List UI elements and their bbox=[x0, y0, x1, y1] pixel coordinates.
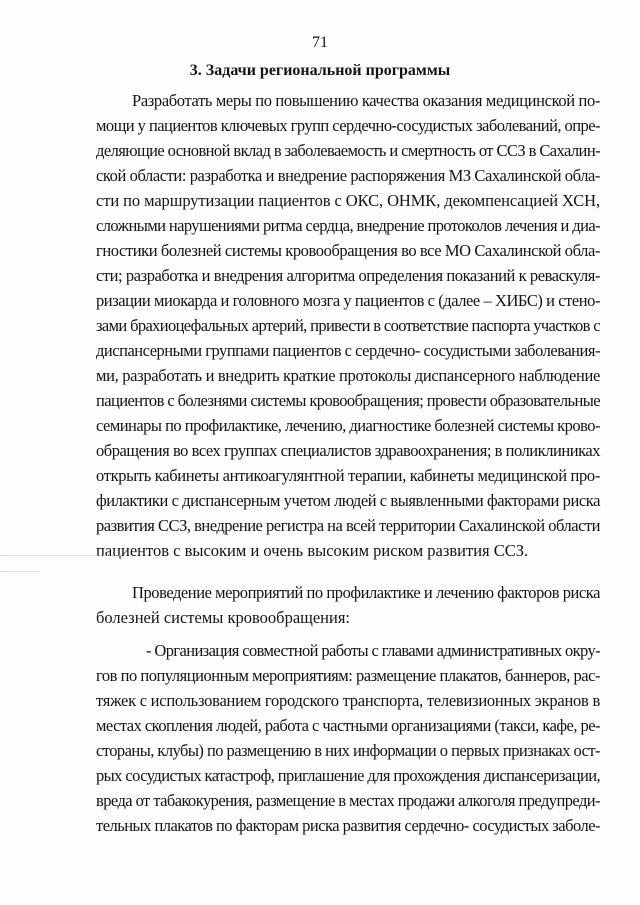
scan-artifact bbox=[0, 571, 40, 573]
text-line: открыть кабинеты антикоагулянтной терапии, кабинеты медицинской про- bbox=[96, 466, 600, 485]
text-line: тяжек с использованием городского транспорта, телевизионных экранов в bbox=[96, 691, 600, 710]
text-line: Проведение мероприятий по профилактике и лечению факторов риска bbox=[132, 583, 600, 602]
text-line: местах скопления людей, работа с частными организациями (такси, кафе, ре- bbox=[96, 716, 600, 735]
text-line: рых сосудистых катастроф, приглашение для прохождения диспансеризации, bbox=[96, 766, 600, 785]
text-line: деляющие основной вклад в заболеваемость и смертность от ССЗ в Сахалин- bbox=[96, 141, 600, 160]
text-line: ми, разработать и внедрить краткие протоколы диспансерного наблюдение bbox=[96, 366, 600, 385]
text-line: сти; разработка и внедрения алгоритма определения показаний к реваскуля- bbox=[96, 266, 600, 285]
text-line: семинары по профилактике, лечению, диагностике болезней системы крово- bbox=[96, 416, 600, 435]
text-line: мощи у пациентов ключевых групп сердечно-сосудистых заболеваний, опре- bbox=[96, 116, 600, 135]
paragraph-gap bbox=[96, 630, 600, 638]
text-line: пациентов с болезнями системы кровообращения; провести образовательные bbox=[96, 391, 600, 410]
text-line: зами брахиоцефальных артерий, привести в соответствие паспорта участков с bbox=[96, 316, 600, 335]
text-line: - Организация совместной работы с главами административных окру- bbox=[146, 641, 600, 660]
text-line: диспансерными группами пациентов с сердечно- сосудистыми заболевания- bbox=[96, 341, 600, 360]
text-line: ской области: разработка и внедрение распоряжения МЗ Сахалинской обла- bbox=[96, 166, 600, 185]
text-line: стораны, клубы) по размещению в них информации о первых признаках ост- bbox=[96, 741, 600, 760]
paragraph-3 bbox=[96, 638, 600, 838]
section-heading: 3. Задачи региональной программы bbox=[189, 62, 451, 79]
text-line: пациентов с высоким и очень высоким риском развития ССЗ. bbox=[96, 541, 529, 560]
text-line: гов по популяционным мероприятиям: размещение плакатов, баннеров, рас- bbox=[96, 666, 600, 685]
scan-artifact bbox=[0, 555, 120, 557]
page-number: 71 bbox=[312, 34, 328, 51]
text-line: ризации миокарда и головного мозга у пациентов с (далее – ХИБС) и стено- bbox=[96, 291, 600, 310]
paragraph-1 bbox=[96, 88, 600, 563]
text-line: тельных плакатов по факторам риска развития сердечно- сосудистых заболе- bbox=[96, 816, 600, 835]
text-line: обращения во всех группах специалистов здравоохранения; в поликлиниках bbox=[96, 441, 601, 460]
text-line: вреда от табакокурения, размещение в местах продажи алкоголя предупреди- bbox=[96, 791, 600, 810]
body-text bbox=[96, 88, 600, 838]
text-line: сложными нарушениями ритма сердца, внедрение протоколов лечения и диа- bbox=[96, 216, 600, 235]
text-line: гностики болезней системы кровообращения во все МО Сахалинской обла- bbox=[96, 241, 600, 260]
text-line: филактики с диспансерным учетом людей с выявленными факторами риска bbox=[96, 491, 600, 510]
text-line: Разработать меры по повышению качества оказания медицинской по- bbox=[132, 91, 600, 110]
paragraph-gap bbox=[96, 563, 600, 580]
paragraph-2 bbox=[96, 580, 600, 630]
text-line: развития ССЗ, внедрение регистра на всей территории Сахалинской области bbox=[96, 516, 600, 535]
text-line: болезней системы кровообращения: bbox=[96, 608, 351, 627]
text-line: сти по маршрутизации пациентов с ОКС, ОНМК, декомпенсацией ХСН, bbox=[96, 191, 600, 210]
